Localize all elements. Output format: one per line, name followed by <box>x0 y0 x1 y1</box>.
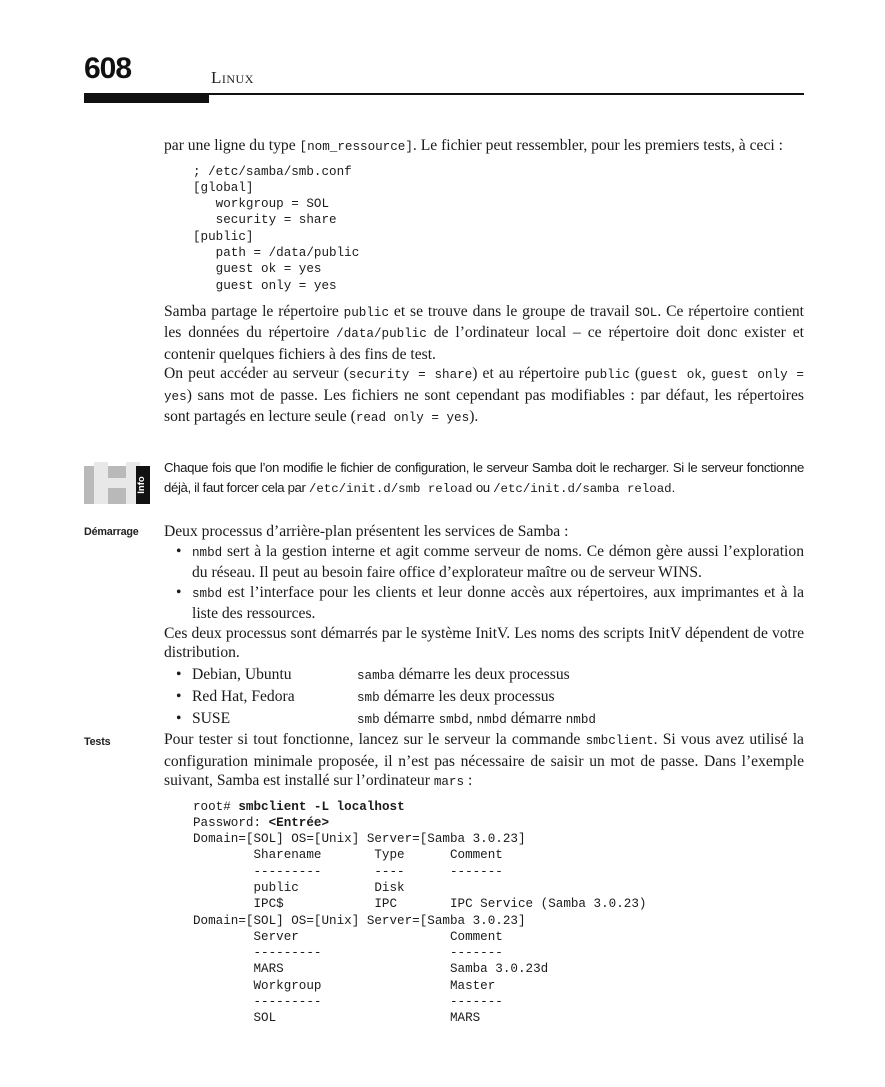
distro-script: samba démarre les deux processus <box>357 665 570 683</box>
smb-conf-listing <box>193 164 804 294</box>
tests-paragraph: Pour tester si tout fonctionne, lancez sur le serveur la commande smbclient. Si vous avez utilisé la configuration minimale proposée, il n’est pas nécessaire de saisir un mot de passe. Dans l’exemple suivant, Samba est installé sur l’ordinateur mars : <box>164 731 804 789</box>
code-line: workgroup = SOL <box>193 197 330 212</box>
code-line: Domain=[SOL] OS=[Unix] Server=[Samba 3.0.23] <box>193 832 526 847</box>
distro-script: smb démarre les deux processus <box>357 687 555 705</box>
list-item <box>164 665 804 687</box>
distro-name: • SUSE <box>192 709 231 727</box>
list-item: • nmbd sert à la gestion interne et agit comme serveur de noms. Ce démon gère aussi l’exploration du réseau. Il peut au besoin faire office d’explorateur maître ou de serveur WINS. <box>164 542 804 583</box>
code-line: Workgroup Master <box>193 978 496 993</box>
smbclient-listing <box>193 799 804 1027</box>
body-text <box>164 136 804 429</box>
list-item <box>164 709 804 731</box>
distro-script: smb démarre smbd, nmbd démarre nmbd <box>357 709 596 727</box>
code-line: Domain=[SOL] OS=[Unix] Server=[Samba 3.0.23] <box>193 913 526 928</box>
code-line: Server Comment <box>193 929 503 944</box>
margin-label-demarrage: Démarrage <box>84 526 139 538</box>
code-line: IPC$ IPC IPC Service (Samba 3.0.23) <box>193 897 647 912</box>
intro-paragraph: par une ligne du type [nom_ressource]. Le fichier peut ressembler, pour les premiers tests, à ceci : <box>164 137 783 154</box>
code-line: path = /data/public <box>193 245 360 260</box>
info-icon <box>84 462 150 504</box>
code-line: ; /etc/samba/smb.conf <box>193 164 352 179</box>
info-note-text: Chaque fois que l’on modifie le fichier de configuration, le serveur Samba doit le recharger. Si le serveur fonctionne déjà, il faut forcer cela par /etc/init.d/smb reload ou /etc/init.d/samba reload. <box>164 460 804 496</box>
info-icon-label: Info <box>136 476 147 494</box>
info-note <box>84 458 804 506</box>
code-line: SOL MARS <box>193 1011 481 1026</box>
code-line: --------- ------- <box>193 995 503 1010</box>
header-rule-accent <box>84 93 209 103</box>
code-line: guest ok = yes <box>193 262 322 277</box>
code-line: [public] <box>193 229 254 244</box>
list-item <box>164 687 804 709</box>
access-paragraph: On peut accéder au serveur (security = share) et au répertoire public (guest ok, guest only = yes) sans mot de passe. Les fichiers ne sont cependant pas modifiables : par défaut, les répertoires sont partagés en lecture seule (read only = yes). <box>164 365 804 426</box>
code-line: [global] <box>193 180 254 195</box>
share-description-paragraph: Samba partage le répertoire public et se trouve dans le groupe de travail SOL. Ce répertoire contient les données du répertoire /data/public de l’ordinateur local – ce répertoire doit donc exister et contenir quelques fichiers à des fins de test. <box>164 302 804 363</box>
demarrage-section <box>164 522 804 731</box>
code-line: guest only = yes <box>193 278 337 293</box>
daemon-list <box>164 542 804 624</box>
demarrage-intro: Deux processus d’arrière-plan présentent les services de Samba : <box>164 523 569 540</box>
code-line: --------- ------- <box>193 946 503 961</box>
code-line: security = share <box>193 213 337 228</box>
running-head: Linux <box>211 68 254 87</box>
code-line: root# smbclient -L localhost <box>193 799 405 814</box>
tests-section <box>164 730 804 1035</box>
page-number: 608 <box>84 52 132 85</box>
code-line: Password: <Entrée> <box>193 815 330 830</box>
code-line: Sharename Type Comment <box>193 848 503 863</box>
code-line: public Disk <box>193 880 405 895</box>
code-line: MARS Samba 3.0.23d <box>193 962 549 977</box>
distro-name: • Debian, Ubuntu <box>192 665 292 683</box>
distro-list <box>164 665 804 731</box>
list-item: • smbd est l’interface pour les clients et leur donne accès aux répertoires, aux imprimantes et à la liste des ressources. <box>164 583 804 624</box>
code-line: --------- ---- ------- <box>193 864 503 879</box>
margin-label-tests: Tests <box>84 736 111 748</box>
distro-name: • Red Hat, Fedora <box>192 687 295 705</box>
demarrage-outro: Ces deux processus sont démarrés par le système InitV. Les noms des scripts InitV dépendent de votre distribution. <box>164 624 804 661</box>
